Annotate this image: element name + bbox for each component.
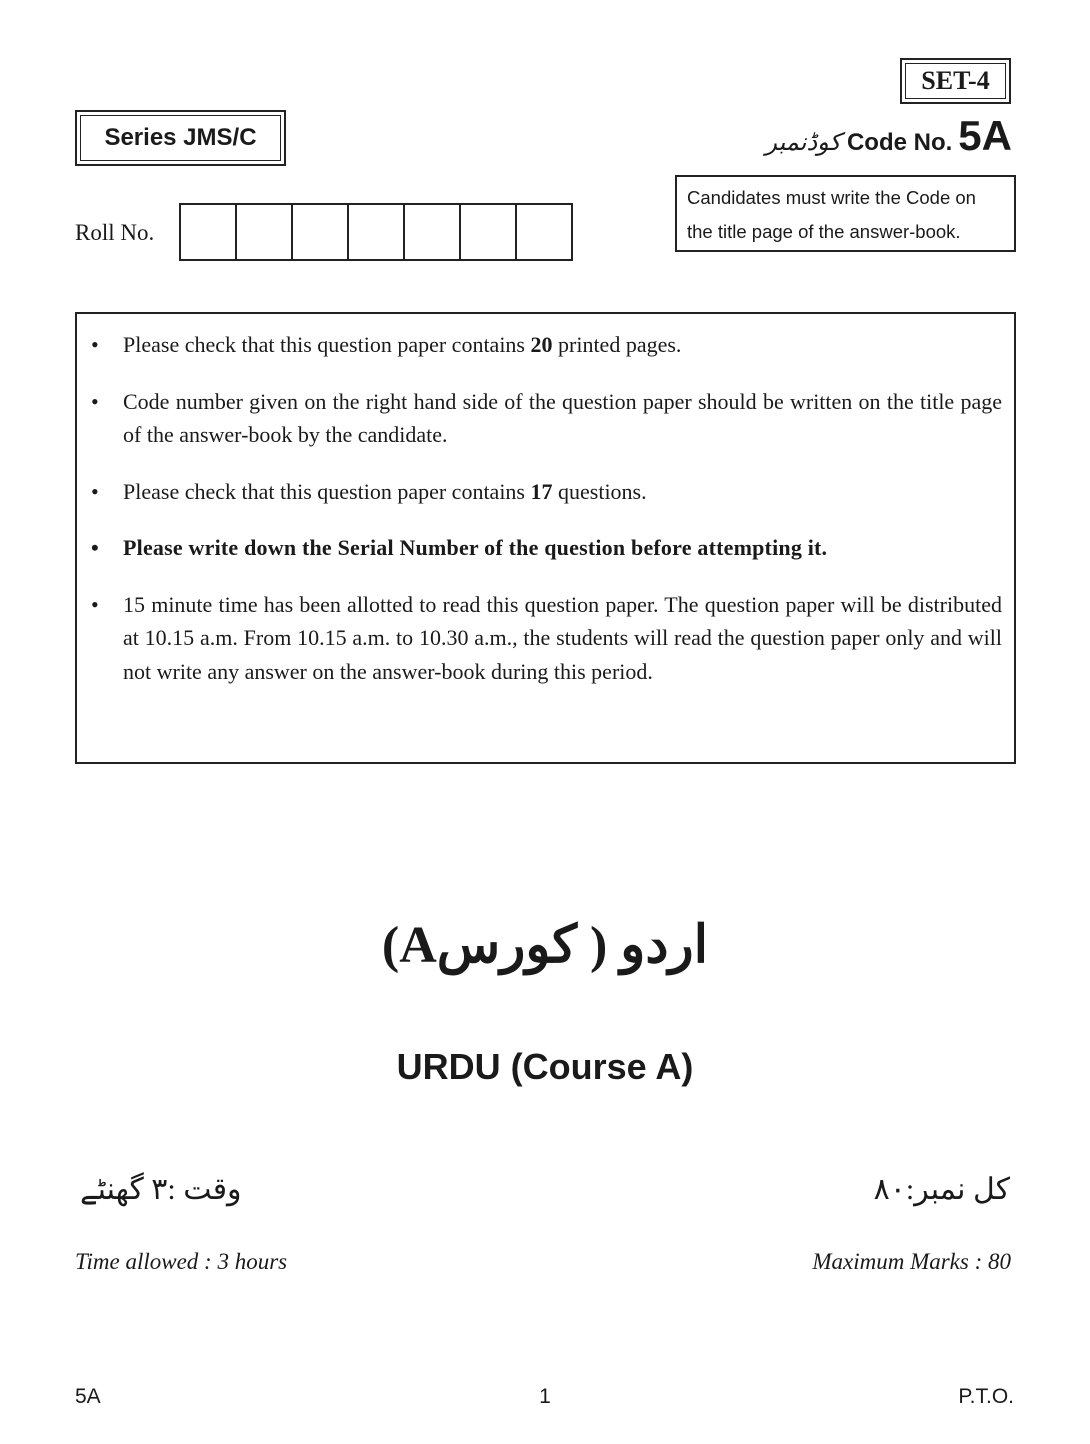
subject-title-urdu: اردو ( کورسA)	[381, 917, 709, 974]
page-number: 1	[539, 1385, 551, 1408]
subject-title-english: URDU (Course A)	[396, 1046, 694, 1087]
roll-number-cell[interactable]	[293, 205, 349, 259]
candidate-note-box	[675, 175, 1016, 252]
roll-number-cell[interactable]	[181, 205, 237, 259]
instruction-item: • Please check that this question paper contains 17 questions.	[89, 475, 1002, 509]
code-number-line	[765, 112, 1012, 160]
maximum-marks-urdu: کل نمبر:۸۰	[873, 1173, 1010, 1206]
code-value: 5A	[958, 112, 1012, 159]
instruction-item: • Please check that this question paper contains 20 printed pages.	[89, 328, 1002, 362]
roll-number-cell[interactable]	[405, 205, 461, 259]
roll-number-cell[interactable]	[349, 205, 405, 259]
code-label: Code No.	[846, 129, 953, 156]
instruction-item: • Code number given on the right hand side of the question paper should be written on the title page of the answer-book by the candidate.	[89, 385, 1002, 452]
time-allowed: Time allowed : 3 hours	[75, 1249, 288, 1274]
footer-pto: P.T.O.	[958, 1385, 1014, 1408]
instructions-box	[75, 312, 1016, 764]
instruction-item: • 15 minute time has been allotted to read this question paper. The question paper will be distributed at 10.15 a.m. From 10.15 a.m. to 10.30 a.m., the students will read the question paper only and will not write any answer on the answer-book during this period.	[89, 588, 1002, 689]
series-box	[75, 110, 286, 166]
roll-number-label: Roll No.	[75, 220, 155, 245]
roll-number-cell[interactable]	[237, 205, 293, 259]
code-urdu-label: کوڈنمبر	[765, 130, 841, 156]
footer-code: 5A	[75, 1385, 101, 1408]
roll-number-cell[interactable]	[517, 205, 571, 259]
time-allowed-urdu: وقت :۳ گھنٹے	[80, 1173, 242, 1206]
set-label: SET-4	[921, 66, 990, 95]
candidate-note-line: Candidates must write the Code on	[687, 187, 976, 208]
set-box	[900, 58, 1011, 104]
maximum-marks: Maximum Marks : 80	[812, 1249, 1011, 1274]
series-label: Series JMS/C	[104, 124, 257, 151]
roll-number-grid[interactable]	[179, 203, 573, 261]
roll-number-cell[interactable]	[461, 205, 517, 259]
instruction-item: • Please write down the Serial Number of the question before attempting it.	[89, 531, 1002, 565]
candidate-note-line: the title page of the answer-book.	[687, 221, 961, 242]
